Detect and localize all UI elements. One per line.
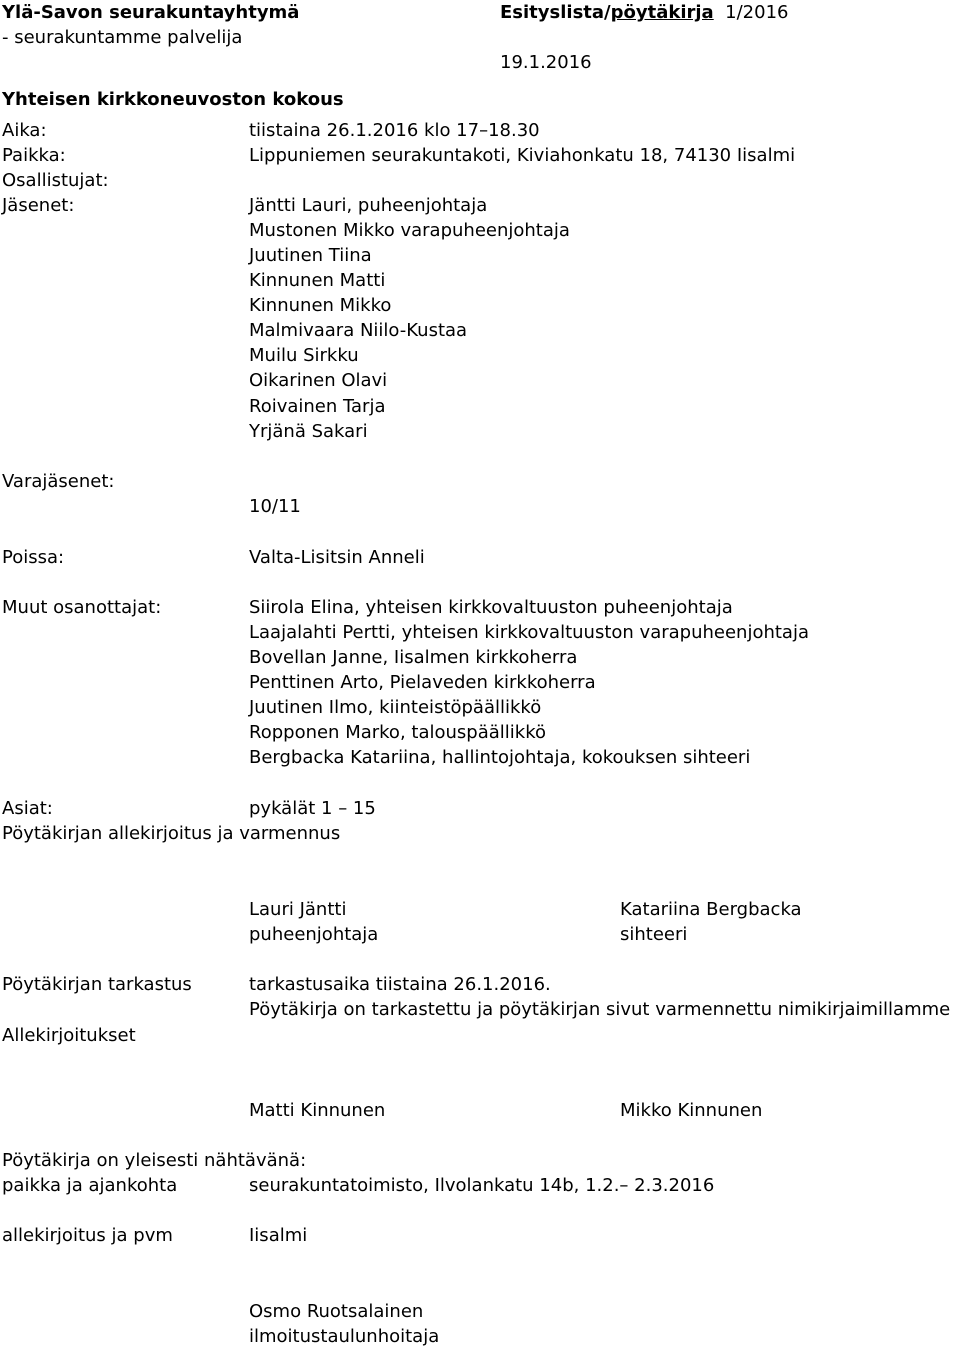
member-item: Malmivaara Niilo-Kustaa — [249, 320, 468, 341]
other-participant: Bovellan Janne, Iisalmen kirkkoherra — [249, 647, 578, 668]
other-participant: Laajalahti Pertti, yhteisen kirkkovaltuuston varapuheenjohtaja — [249, 622, 809, 643]
time-value: tiistaina 26.1.2016 klo 17–18.30 — [249, 120, 540, 141]
member-item: Kinnunen Mikko — [249, 295, 392, 316]
review-statement: Pöytäkirja on tarkastettu ja pöytäkirjan sivut varmennettu nimikirjaimillamme — [249, 999, 951, 1020]
review-time: tarkastusaika tiistaina 26.1.2016. — [249, 974, 551, 995]
signer1-name: Lauri Jäntti — [249, 899, 347, 920]
signing-heading: Pöytäkirjan allekirjoitus ja varmennus — [2, 823, 341, 844]
member-item: Muilu Sirkku — [249, 345, 359, 366]
deputies-value: 10/11 — [249, 496, 301, 517]
other-participant: Siirola Elina, yhteisen kirkkovaltuuston puheenjohtaja — [249, 597, 733, 618]
place-label: Paikka: — [2, 145, 66, 166]
absent-label: Poissa: — [2, 547, 65, 568]
meeting-title: Yhteisen kirkkoneuvoston kokous — [2, 89, 344, 110]
document-type-prefix: Esityslista/ — [500, 2, 611, 23]
other-participant: Penttinen Arto, Pielaveden kirkkoherra — [249, 672, 596, 693]
member-item: Mustonen Mikko varapuheenjohtaja — [249, 220, 570, 241]
member-item: Roivainen Tarja — [249, 396, 386, 417]
signer2-name: Katariina Bergbacka — [620, 899, 802, 920]
place-time-value: seurakuntatoimisto, Ilvolankatu 14b, 1.2.– 2.3.2016 — [249, 1175, 715, 1196]
signer1-role: puheenjohtaja — [249, 924, 379, 945]
signer2-role: sihteeri — [620, 924, 688, 945]
others-label: Muut osanottajat: — [2, 597, 162, 618]
participants-label: Osallistujat: — [2, 170, 109, 191]
signatures-label: Allekirjoitukset — [2, 1025, 136, 1046]
other-participant: Bergbacka Katariina, hallintojohtaja, kokouksen sihteeri — [249, 747, 751, 768]
member-item: Yrjänä Sakari — [249, 421, 368, 442]
reviewer2-name: Mikko Kinnunen — [620, 1100, 763, 1121]
member-item: Juutinen Tiina — [249, 245, 372, 266]
document-type — [500, 2, 788, 24]
deputies-label: Varajäsenet: — [2, 471, 115, 492]
member-item: Oikarinen Olavi — [249, 370, 388, 391]
review-label: Pöytäkirjan tarkastus — [2, 974, 192, 995]
members-label: Jäsenet: — [2, 195, 75, 216]
document-date: 19.1.2016 — [500, 52, 592, 73]
document-number: 1/2016 — [725, 2, 789, 23]
publication-heading: Pöytäkirja on yleisesti nähtävänä: — [2, 1150, 307, 1171]
organization-name: Ylä-Savon seurakuntayhtymä — [2, 2, 300, 23]
official-title: ilmoitustaulunhoitaja — [249, 1326, 440, 1347]
other-participant: Juutinen Ilmo, kiinteistöpäällikkö — [249, 697, 542, 718]
items-value: pykälät 1 – 15 — [249, 798, 376, 819]
absent-value: Valta-Lisitsin Anneli — [249, 547, 425, 568]
other-participant: Ropponen Marko, talouspäällikkö — [249, 722, 546, 743]
time-label: Aika: — [2, 120, 47, 141]
document-type-underlined: pöytäkirja — [610, 2, 714, 23]
signature-date-value: Iisalmi — [249, 1225, 308, 1246]
place-time-label: paikka ja ajankohta — [2, 1175, 178, 1196]
official-name: Osmo Ruotsalainen — [249, 1301, 424, 1322]
member-item: Jäntti Lauri, puheenjohtaja — [249, 195, 488, 216]
signature-date-label: allekirjoitus ja pvm — [2, 1225, 173, 1246]
organization-tagline: - seurakuntamme palvelija — [2, 27, 243, 48]
member-item: Kinnunen Matti — [249, 270, 386, 291]
items-label: Asiat: — [2, 798, 53, 819]
reviewer1-name: Matti Kinnunen — [249, 1100, 386, 1121]
place-value: Lippuniemen seurakuntakoti, Kiviahonkatu 18, 74130 Iisalmi — [249, 145, 796, 166]
